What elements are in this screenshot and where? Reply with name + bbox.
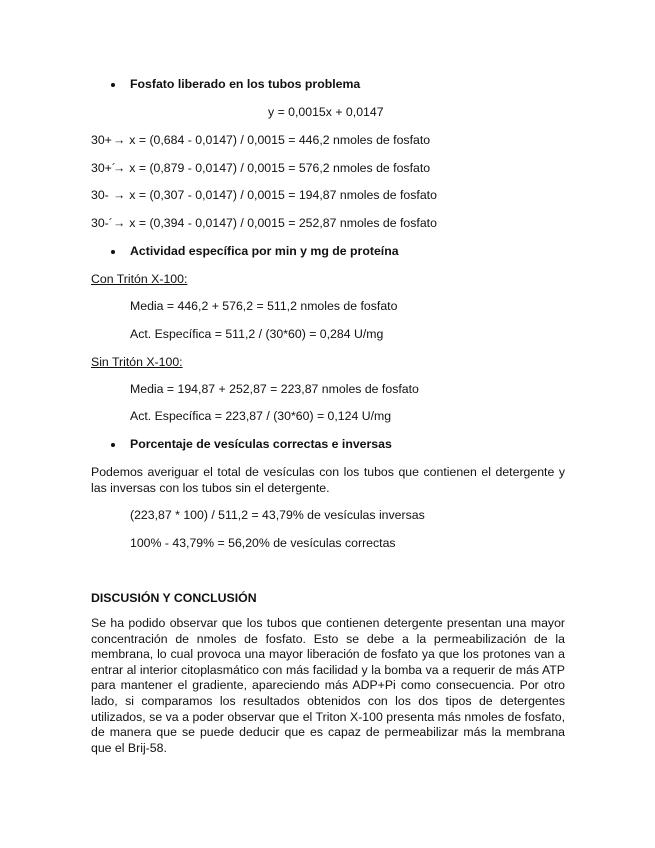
row-calc: x = (0,394 - 0,0147) / 0,0015 = 252,87 nmoles de fosfato — [129, 216, 437, 230]
arrow-icon: → — [113, 133, 126, 147]
row-label: 30-´ — [91, 216, 113, 230]
section-title-fosfato: Fosfato liberado en los tubos problema — [130, 77, 361, 91]
bullet-icon — [111, 443, 115, 447]
row-calc: x = (0,684 - 0,0147) / 0,0015 = 446,2 nmoles de fosfato — [129, 133, 431, 147]
row-calc: x = (0,307 - 0,0147) / 0,0015 = 194,87 nmoles de fosfato — [129, 188, 437, 202]
calc-row-3 — [91, 188, 437, 203]
calc-row-1 — [91, 133, 430, 148]
calc-inversas: (223,87 * 100) / 511,2 = 43,79% de vesículas inversas — [130, 508, 425, 522]
calc-row-4 — [91, 216, 437, 231]
con-media: Media = 446,2 + 576,2 = 511,2 nmoles de fosfato — [130, 299, 398, 313]
equation: y = 0,0015x + 0,0147 — [268, 105, 384, 119]
arrow-icon: → — [113, 216, 126, 230]
sin-media: Media = 194,87 + 252,87 = 223,87 nmoles de fosfato — [130, 382, 419, 396]
con-triton-label: Con Tritón X-100: — [91, 272, 188, 286]
sin-act: Act. Específica = 223,87 / (30*60) = 0,124 U/mg — [130, 409, 392, 423]
arrow-icon: → — [113, 161, 126, 175]
bullet-icon — [111, 250, 115, 254]
row-label: 30+´ — [91, 161, 116, 175]
calc-row-2 — [91, 161, 430, 176]
discussion-paragraph: Se ha podido observar que los tubos que contienen detergente presentan una mayor concentración de nmoles de fosfato. Esto se debe a la permeabilización de la membrana, lo cual provoca una mayor liberación de fosfato ya que los protones van a entrar al interior citoplasmático con más facilidad y la bomba va a requerir de más ATP para mantener el gradiente, apareciendo más ADP+Pi como consecuencia. Por otro lado, si comparamos los resultados obtenidos con los dos tipos de detergentes utilizados, se va a poder observar que el Triton X-100 presenta más nmoles de fosfato, de manera que se puede deducir que es capaz de permeabilizar más la membrana que el Brij-58. — [91, 616, 565, 755]
row-label: 30+ — [91, 133, 112, 147]
section-title-actividad: Actividad específica por min y mg de proteína — [130, 244, 399, 258]
discussion-heading: DISCUSIÓN Y CONCLUSIÓN — [91, 591, 257, 605]
row-label: 30- — [91, 188, 109, 202]
con-act: Act. Específica = 511,2 / (30*60) = 0,284 U/mg — [130, 327, 384, 341]
sin-triton-label: Sin Tritón X-100: — [91, 355, 183, 369]
vesiculas-paragraph: Podemos averiguar el total de vesículas con los tubos que contienen el detergente y las inversas con los tubos sin el detergente. — [91, 465, 565, 495]
section-title-porcentaje: Porcentaje de vesículas correctas e inversas — [130, 437, 392, 451]
calc-correctas: 100% - 43,79% = 56,20% de vesículas correctas — [130, 536, 396, 550]
row-calc: x = (0,879 - 0,0147) / 0,0015 = 576,2 nmoles de fosfato — [129, 161, 431, 175]
arrow-icon: → — [113, 188, 126, 202]
bullet-icon — [111, 83, 115, 87]
